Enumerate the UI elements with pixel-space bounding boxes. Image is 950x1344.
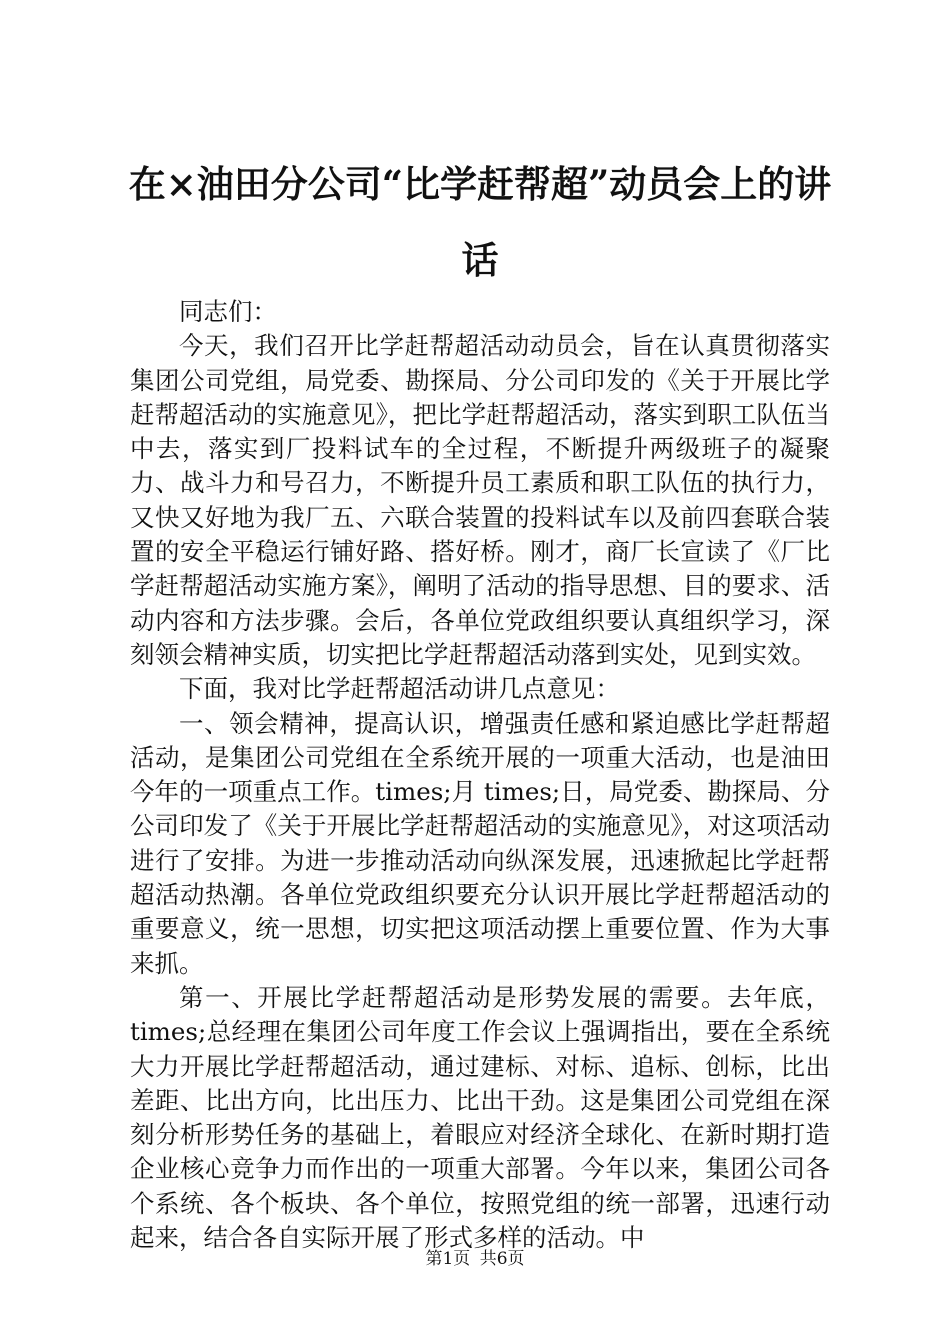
body-paragraph: 一、领会精神，提高认识，增强责任感和紧迫感比学赶帮超活动，是集团公司党组在全系统开展的一项重大活动，也是油田今年的一项重点工作。times;月 times;日，局党委、勘探局、分公司印发了《关于开展比学赶帮超活动的实施意见》，对这项活动进行了安排。为进一步推动活动向纵深发展，迅速掀起比学赶帮超活动热潮。各单位党政组织要充分认识开展比学赶帮超活动的重要意义，统一思想，切实把这项活动摆上重要位置、作为大事来抓。 <box>130 708 830 978</box>
document-body <box>130 295 830 1255</box>
document-title: 在×油田分公司“比学赶帮超”动员会上的讲话 <box>128 162 832 282</box>
page-number: 第1页 <box>425 1249 471 1269</box>
body-paragraph: 第一、开展比学赶帮超活动是形势发展的需要。去年底，times;总经理在集团公司年度工作会议上强调指出，要在全系统大力开展比学赶帮超活动，通过建标、对标、追标、创标，比出差距、比出方向，比出压力、比出干劲。这是集团公司党组在深刻分析形势任务的基础上，着眼应对经济全球化、在新时期打造企业核心竞争力而作出的一项重大部署。今年以来，集团公司各个系统、各个板块、各个单位，按照党组的统一部署，迅速行动起来，结合各自实际开展了形式多样的活动。中 <box>130 982 830 1253</box>
body-paragraph: 下面，我对比学赶帮超活动讲几点意见： <box>179 674 620 704</box>
page-footer <box>0 1244 950 1269</box>
body-paragraph: 今天，我们召开比学赶帮超活动动员会，旨在认真贯彻落实集团公司党组，局党委、勘探局、分公司印发的《关于开展比学赶帮超活动的实施意见》，把比学赶帮超活动，落实到职工队伍当中去，落实到厂投料试车的全过程，不断提升两级班子的凝聚力、战斗力和号召力，不断提升员工素质和职工队伍的执行力，又快又好地为我厂五、六联合装置的投料试车以及前四套联合装置的安全平稳运行铺好路、搭好桥。刚才，商厂长宣读了《厂比学赶帮超活动实施方案》，阐明了活动的指导思想、目的要求、活动内容和方法步骤。会后，各单位党政组织要认真组织学习，深刻领会精神实质，切实把比学赶帮超活动落到实处，见到实效。 <box>130 331 830 669</box>
page-total: 共6页 <box>479 1249 525 1269</box>
salutation-paragraph: 同志们： <box>179 297 277 326</box>
